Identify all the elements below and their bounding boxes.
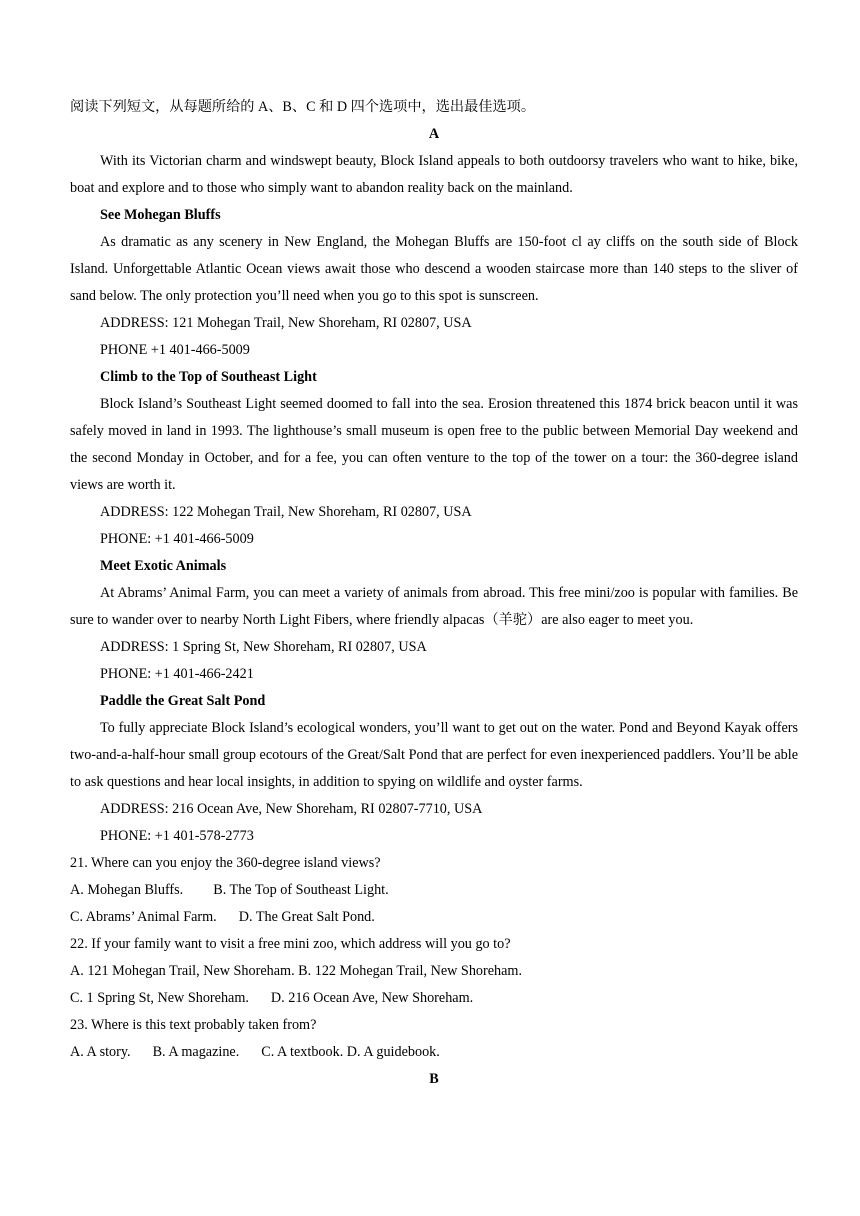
option-23-b: B. A magazine.	[152, 1044, 240, 1060]
phone-salt-pond: PHONE: +1 401-578-2773	[100, 828, 254, 844]
option-22-b: B. 122 Mohegan Trail, New Shoreham.	[298, 963, 523, 979]
option-21-d: D. The Great Salt Pond.	[238, 909, 375, 925]
question-22-options-row-2	[70, 985, 798, 1012]
question-22-options-row-1	[70, 958, 798, 985]
option-22-a: A. 121 Mohegan Trail, New Shoreham.	[70, 963, 295, 979]
address-mohegan-bluffs: ADDRESS: 121 Mohegan Trail, New Shoreham, RI 02807, USA	[100, 315, 472, 331]
section-body-salt-pond: To fully appreciate Block Island’s ecological wonders, you’ll want to get out on the water. Pond and Beyond Kayak offers two-and-a-half-hour small group ecotours of the Great/Salt Pond that are perfect for even inexperienced paddlers. You’ll be able to ask questions and hear local insights, in addition to spying on wildlife and oyster farms.	[70, 720, 798, 790]
option-23-d: D. A guidebook.	[346, 1044, 440, 1060]
section-body-mohegan-bluffs: As dramatic as any scenery in New England, the Mohegan Bluffs are 150-foot cl ay cliffs on the south side of Block Island. Unforgettable Atlantic Ocean views await those who descend a wooden staircase more than 140 steps to the sliver of sand below. The only protection you’ll need when you go to this spot is sunscreen.	[70, 234, 798, 304]
question-21-options-row-1	[70, 877, 798, 904]
option-21-a: A. Mohegan Bluffs.	[70, 882, 184, 898]
section-b-heading: B	[429, 1071, 439, 1087]
section-a-heading: A	[428, 126, 440, 142]
address-exotic-animals: ADDRESS: 1 Spring St, New Shoreham, RI 02807, USA	[100, 639, 427, 655]
document-page	[70, 94, 798, 1093]
question-22-stem: 22. If your family want to visit a free mini zoo, which address will you go to?	[70, 936, 511, 952]
section-title-southeast-light: Climb to the Top of Southeast Light	[100, 369, 317, 385]
phone-exotic-animals: PHONE: +1 401-466-2421	[100, 666, 254, 682]
question-21-options-row-2	[70, 904, 798, 931]
phone-mohegan-bluffs: PHONE +1 401-466-5009	[100, 342, 250, 358]
question-21-stem: 21. Where can you enjoy the 360-degree island views?	[70, 855, 381, 871]
instruction-text: 阅读下列短文，从每题所给的 A、B、C 和 D 四个选项中，选出最佳选项。	[70, 99, 536, 115]
section-title-exotic-animals: Meet Exotic Animals	[100, 558, 227, 574]
option-23-a: A. A story.	[70, 1044, 131, 1060]
phone-southeast-light: PHONE: +1 401-466-5009	[100, 531, 254, 547]
option-21-c: C. Abrams’ Animal Farm.	[70, 909, 217, 925]
intro-paragraph: With its Victorian charm and windswept beauty, Block Island appeals to both outdoorsy travelers who want to hike, bike, boat and explore and to those who simply want to abandon reality back on the mainland.	[70, 153, 798, 196]
option-23-c: C. A textbook.	[261, 1044, 344, 1060]
section-title-mohegan-bluffs: See Mohegan Bluffs	[100, 207, 221, 223]
section-body-southeast-light: Block Island’s Southeast Light seemed doomed to fall into the sea. Erosion threatened this 1874 brick beacon until it was safely moved in land in 1993. The lighthouse’s small museum is open free to the public between Memorial Day weekend and the second Monday in October, and for a fee, you can often venture to the top of the tower on a tour: the 360-degree island views are worth it.	[70, 396, 798, 493]
option-22-c: C. 1 Spring St, New Shoreham.	[70, 990, 249, 1006]
option-21-b: B. The Top of Southeast Light.	[213, 882, 389, 898]
address-salt-pond: ADDRESS: 216 Ocean Ave, New Shoreham, RI 02807-7710, USA	[100, 801, 483, 817]
section-title-salt-pond: Paddle the Great Salt Pond	[100, 693, 266, 709]
address-southeast-light: ADDRESS: 122 Mohegan Trail, New Shoreham, RI 02807, USA	[100, 504, 472, 520]
section-body-exotic-animals: At Abrams’ Animal Farm, you can meet a variety of animals from abroad. This free mini/zoo is popular with families. Be sure to wander over to nearby North Light Fibers, where friendly alpacas（羊驼）are also eager to meet you.	[70, 585, 798, 628]
question-23-stem: 23. Where is this text probably taken from?	[70, 1017, 317, 1033]
option-22-d: D. 216 Ocean Ave, New Shoreham.	[270, 990, 474, 1006]
question-23-options-row	[70, 1039, 798, 1066]
